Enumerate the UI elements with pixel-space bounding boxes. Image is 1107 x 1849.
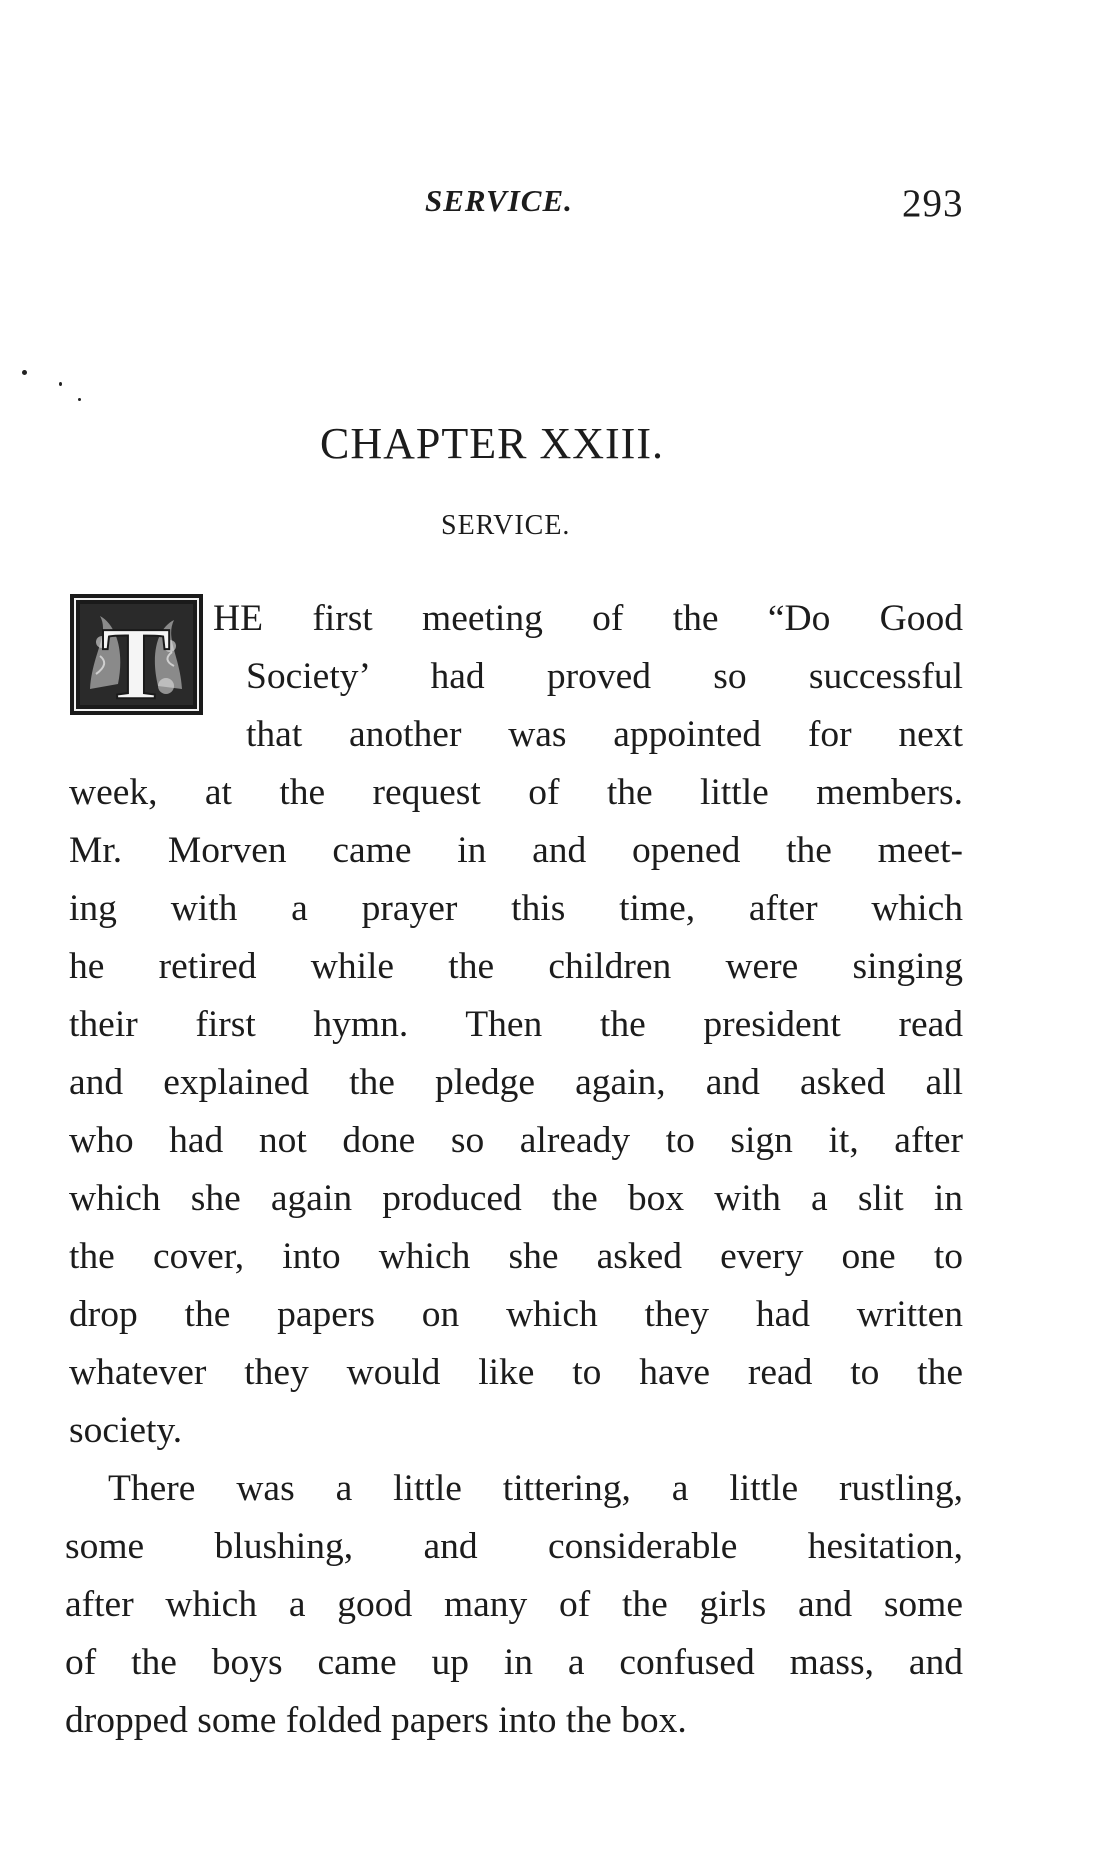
text-line: Society’ had proved so successful [246,656,963,697]
text-line: dropped some folded papers into the box. [65,1700,687,1741]
ink-speck [59,382,62,386]
text-line: that another was appointed for next [246,714,963,755]
running-head: SERVICE. [425,183,573,218]
text-line: whatever they would like to have read to the [69,1352,963,1393]
text-line: HE first meeting of the “Do Good [213,598,963,639]
text-line: which she again produced the box with a slit in [69,1178,963,1219]
drop-cap-ornament [70,594,203,715]
text-line: society. [69,1410,183,1451]
text-line: after which a good many of the girls and some [65,1584,963,1625]
ink-speck [22,370,27,375]
text-line: the cover, into which she asked every one to [69,1236,963,1277]
drop-cap-letter: T [101,606,171,715]
text-line: and explained the pledge again, and asked all [69,1062,963,1103]
text-line: week, at the request of the little members. [69,772,963,813]
text-line: their first hymn. Then the president read [69,1004,963,1045]
ink-speck [78,398,81,401]
text-line: of the boys came up in a confused mass, and [65,1642,963,1683]
chapter-title: CHAPTER XXIII. [320,419,664,468]
text-line: who had not done so already to sign it, after [69,1120,963,1161]
text-line: There was a little tittering, a little rustling, [108,1468,963,1509]
page-number: 293 [902,182,964,225]
text-line: drop the papers on which they had written [69,1294,963,1335]
chapter-subtitle: SERVICE. [441,510,571,541]
text-line: Mr. Morven came in and opened the meet- [69,830,963,871]
text-line: ing with a prayer this time, after which [69,888,963,929]
text-line: some blushing, and considerable hesitation, [65,1526,963,1567]
text-line: he retired while the children were singing [69,946,963,987]
